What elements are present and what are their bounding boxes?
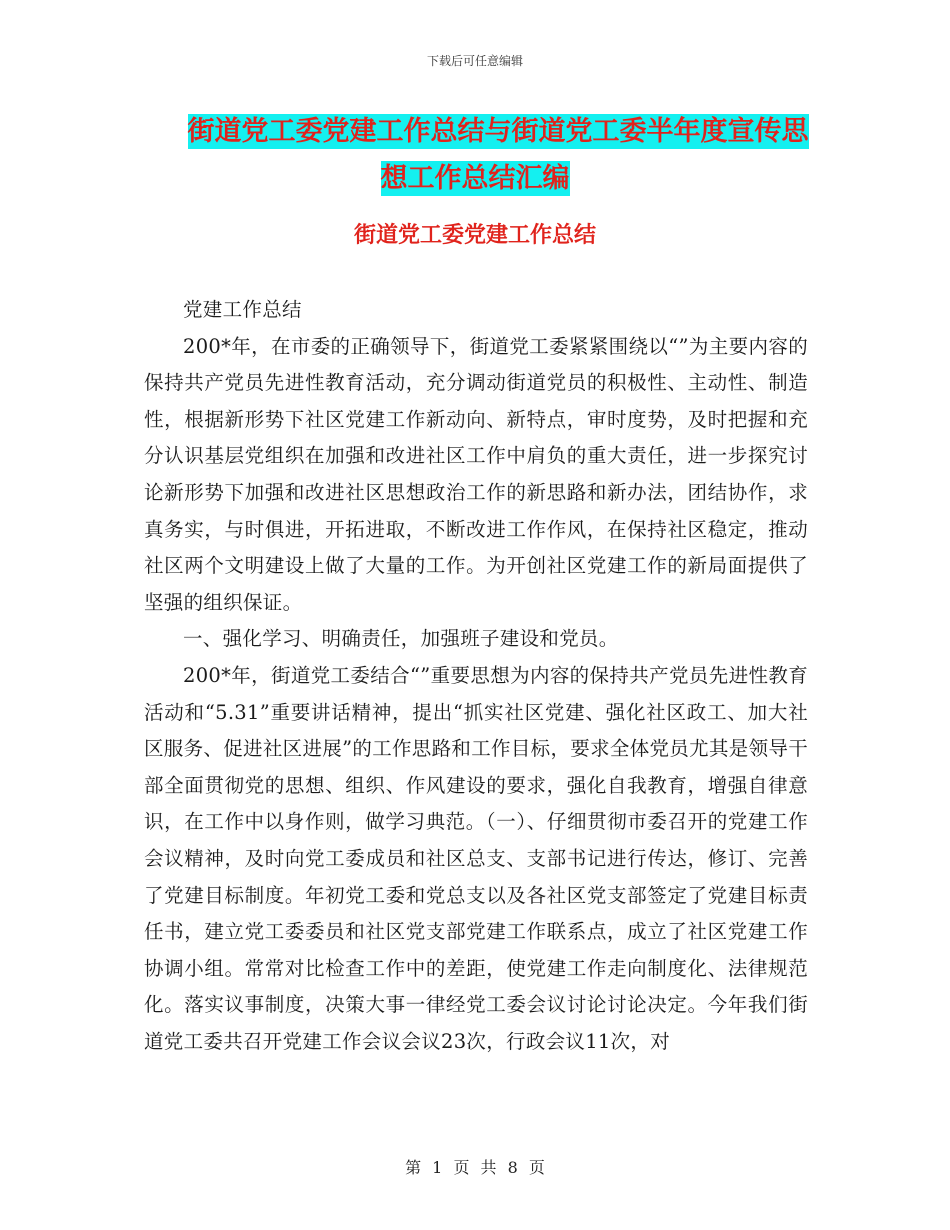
section-title: 街道党工委党建工作总结 [353,223,596,248]
paragraph: 200*年，在市委的正确领导下，街道党工委紧紧围绕以“”为主要内容的保持共产党员先进性教育活动，充分调动街道党员的积极性、主动性、制造性，根据新形势下社区党建工作新动向、新特点，审时度势，及时把握和充分认识基层党组织在加强和改进社区工作中肩负的重大责任，进一步探究讨论新形势下加强和改进社区思想政治工作的新思路和新办法，团结协作，求真务实，与时俱进，开拓进取，不断改进工作作风，在保持社区稳定，推动社区两个文明建设上做了大量的工作。为开创社区党建工作的新局面提供了坚强的组织保证。 [144,334,808,614]
title-line-2: 想工作总结汇编 [380,163,570,194]
title-line-1: 街道党工委党建工作总结与街道党工委半年度宣传思 [187,116,809,147]
body-text [144,292,808,1060]
page-footer: 第 1 页 共 8 页 [405,1158,545,1177]
header-note: 下载后可任意编辑 [426,54,523,68]
paragraph: 200*年，街道党工委结合“”重要思想为内容的保持共产党员先进性教育活动和“5.31”重要讲话精神，提出“抓实社区党建、强化社区政工、加大社区服务、促进社区进展”的工作思路和工作目标，要求全体党员尤其是领导干部全面贯彻党的思想、组织、作风建设的要求，强化自我教育，增强自律意识，在工作中以身作则，做学习典范。（一）、仔细贯彻市委召开的党建工作会议精神，及时向党工委成员和社区总支、支部书记进行传达，修订、完善了党建目标制度。年初党工委和党总支以及各社区党支部签定了党建目标责任书，建立党工委委员和社区党支部党建工作联系点，成立了社区党建工作协调小组。常常对比检查工作中的差距，使党建工作走向制度化、法律规范化。落实议事制度，决策大事一律经党工委会议讨论讨论决定。今年我们街道党工委共召开党建工作会议会议23次，行政会议11次，对 [144,663,808,1053]
document-title [0,108,950,202]
paragraph-subheading: 一、强化学习、明确责任，加强班子建设和党员。 [183,627,619,651]
paragraph-heading: 党建工作总结 [183,298,302,321]
